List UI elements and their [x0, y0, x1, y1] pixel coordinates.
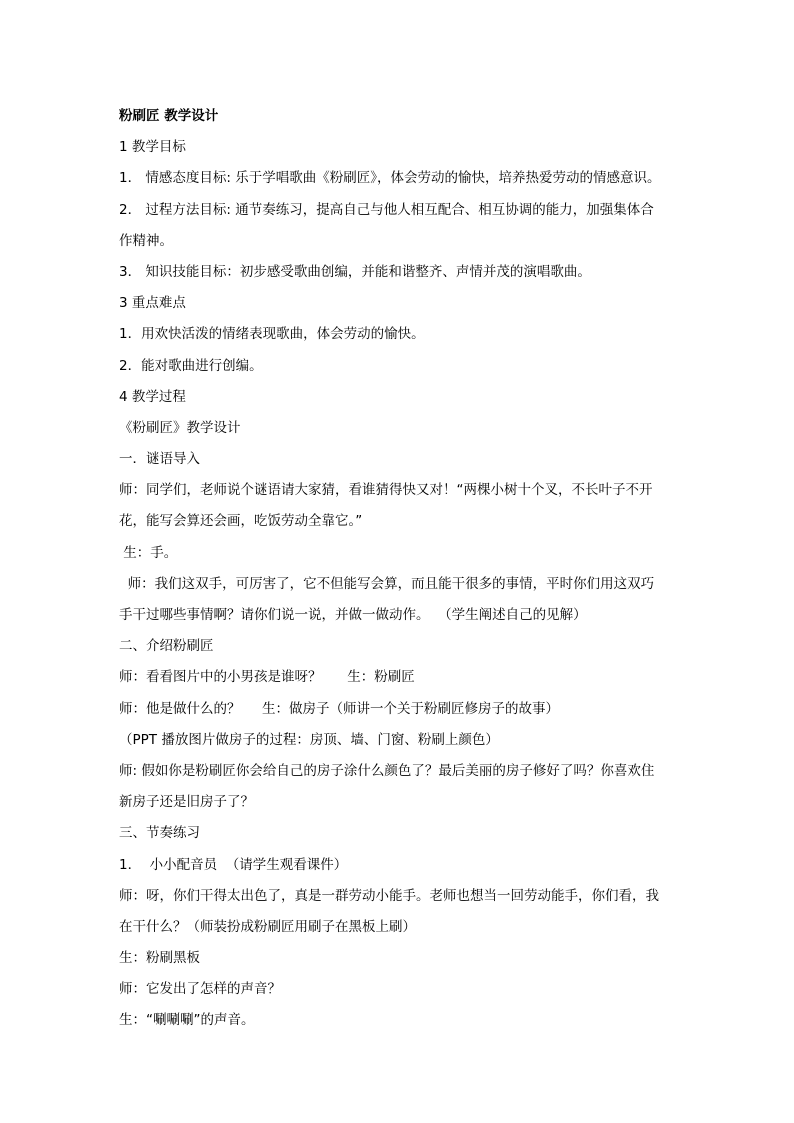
- paragraph-line: 1． 情感态度目标: 乐于学唱歌曲《粉刷匠》，体会劳动的愉快，培养热爱劳动的情感意识。: [119, 170, 661, 187]
- subheading-rhythm: 三、节奏练习: [119, 825, 200, 842]
- paragraph-line: 师: 假如你是粉刷匠你会给自己的房子涂什么颜色了？最后美丽的房子修好了吗？你喜欢住: [119, 762, 655, 779]
- paragraph-line: 师：同学们，老师说个谜语请大家猜，看谁猜得快又对！“两棵小树十个叉，不长叶子不开: [119, 482, 653, 499]
- subheading-riddle: 一．谜语导入: [119, 451, 200, 468]
- paragraph-line: 1．用欢快活泼的情绪表现歌曲，体会劳动的愉快。: [119, 326, 425, 343]
- paragraph-line: 师：看看图片中的小男孩是谁呀？ 生：粉刷匠: [119, 669, 415, 686]
- section-heading-key-points: 3 重点难点: [119, 295, 186, 312]
- paragraph-line: 3． 知识技能目标：初步感受歌曲创编，并能和谐整齐、声情并茂的演唱歌曲。: [119, 263, 591, 280]
- subheading-introduce: 二、介绍粉刷匠: [119, 638, 214, 655]
- paragraph-line: （PPT 播放图片做房子的过程：房顶、墙、门窗、粉刷上颜色）: [119, 731, 499, 748]
- paragraph-line: 生：“唰唰唰”的声音。: [119, 1012, 255, 1029]
- document-title: 粉刷匠 教学设计: [119, 108, 219, 124]
- section-heading-process: 4 教学过程: [119, 388, 186, 405]
- paragraph-line: 生：粉刷黑板: [119, 950, 200, 967]
- paragraph-line: 2．能对歌曲进行创编。: [119, 357, 263, 374]
- paragraph-line: 1． 小小配音员 （请学生观看课件）: [119, 856, 348, 873]
- paragraph-line: 手干过哪些事情啊？请你们说一说，并做一做动作。 （学生阐述自己的见解）: [119, 607, 587, 623]
- subheading-design: 《粉刷匠》教学设计: [119, 419, 241, 436]
- paragraph-line: 新房子还是旧房子了？: [119, 794, 254, 811]
- paragraph-line: 师：我们这双手，可厉害了，它不但能写会算，而且能干很多的事情，平时你们用这双巧: [119, 575, 655, 592]
- paragraph-line: 花，能写会算还会画，吃饭劳动全靠它。”: [119, 513, 363, 530]
- paragraph-line: 作精神。: [119, 232, 173, 249]
- paragraph-line: 师：它发出了怎样的声音？: [119, 981, 281, 998]
- paragraph-line: 师：他是做什么的？ 生：做房子（师讲一个关于粉刷匠修房子的故事）: [119, 700, 559, 717]
- document-body: [119, 101, 679, 1037]
- paragraph-line: 2． 过程方法目标: 通节奏练习，提高自己与他人相互配合、相互协调的能力，加强集体合: [119, 201, 654, 218]
- paragraph-line: 在干什么？（师装扮成粉刷匠用刷子在黑板上刷）: [119, 918, 416, 935]
- paragraph-line: 生：手。: [119, 544, 178, 561]
- paragraph-line: 师：呀，你们干得太出色了，真是一群劳动小能手。老师也想当一回劳动能手，你们看，我: [119, 887, 659, 904]
- section-heading-objectives: 1 教学目标: [119, 139, 186, 156]
